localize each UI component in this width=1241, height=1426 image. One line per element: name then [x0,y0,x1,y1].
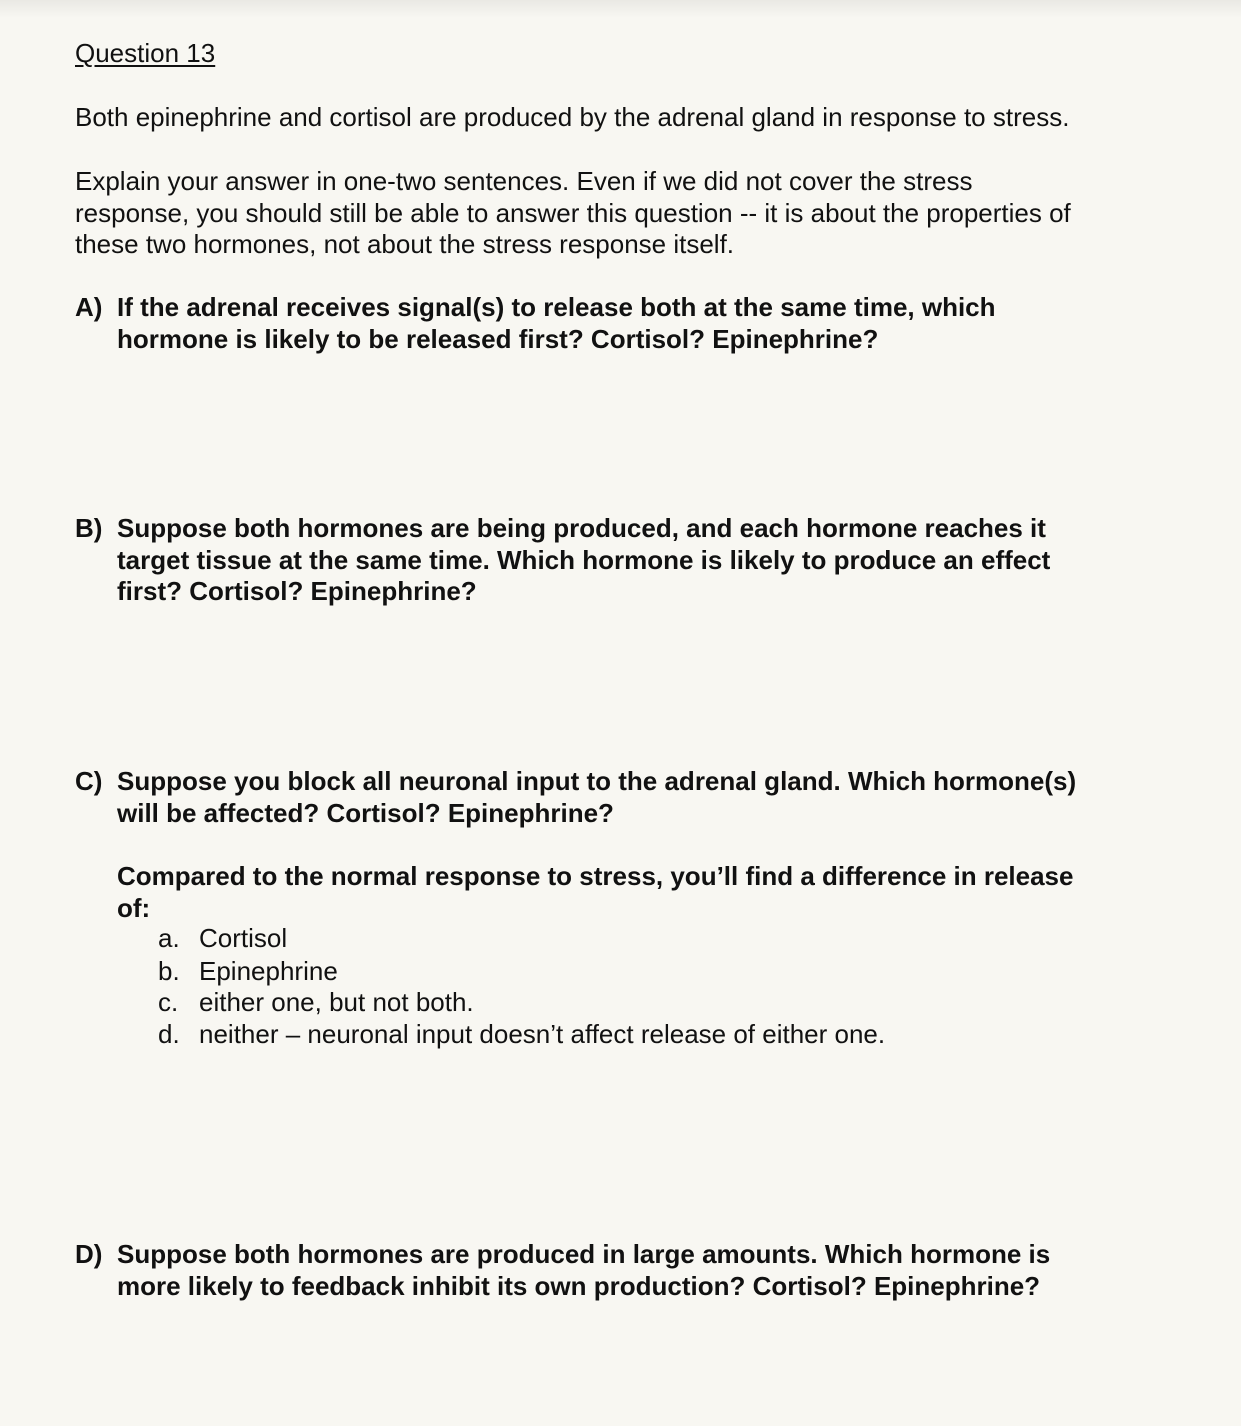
part-d-line: more likely to feedback inhibit its own production? Cortisol? Epinephrine? [117,1270,1041,1301]
part-d-label: D) [75,1239,103,1269]
question-title: Question 13 [75,38,216,68]
part-b-line: target tissue at the same time. Which hormone is likely to produce an effect [117,544,1051,575]
instructions-line: response, you should still be able to answer this question -- it is about the properties of [75,197,1071,228]
part-a-line: hormone is likely to be released first? Cortisol? Epinephrine? [117,323,879,354]
instructions-line: Explain your answer in one-two sentences. Even if we did not cover the stress [75,166,973,196]
option-letter: b. [158,955,180,986]
part-a-line: If the adrenal receives signal(s) to release both at the same time, which [117,292,996,322]
option-neither: neither – neuronal input doesn’t affect release of either one. [199,1018,886,1049]
part-c-label: C) [75,766,103,796]
part-c-line: will be affected? Cortisol? Epinephrine? [117,797,614,828]
option-letter: c. [158,987,179,1017]
instructions-line: these two hormones, not about the stress response itself. [75,229,735,259]
option-cortisol: Cortisol [199,923,288,953]
option-epinephrine: Epinephrine [199,955,338,986]
part-c-line: Suppose you block all neuronal input to the adrenal gland. Which hormone(s) [117,766,1077,796]
intro-text: Both epinephrine and cortisol are produced by the adrenal gland in response to stress. [75,102,1070,132]
option-either: either one, but not both. [199,987,474,1017]
part-b-label: B) [75,513,103,543]
part-b-line: first? Cortisol? Epinephrine? [117,576,477,606]
part-d-line: Suppose both hormones are produced in large amounts. Which hormone is [117,1239,1051,1269]
option-letter: d. [158,1018,180,1049]
part-c-followup-line: of: [117,892,151,923]
option-letter: a. [158,923,180,953]
part-a-label: A) [75,292,103,322]
part-b-line: Suppose both hormones are being produced, and each hormone reaches it [117,513,1046,543]
part-c-followup-line: Compared to the normal response to stress, you’ll find a difference in release [117,861,1074,891]
